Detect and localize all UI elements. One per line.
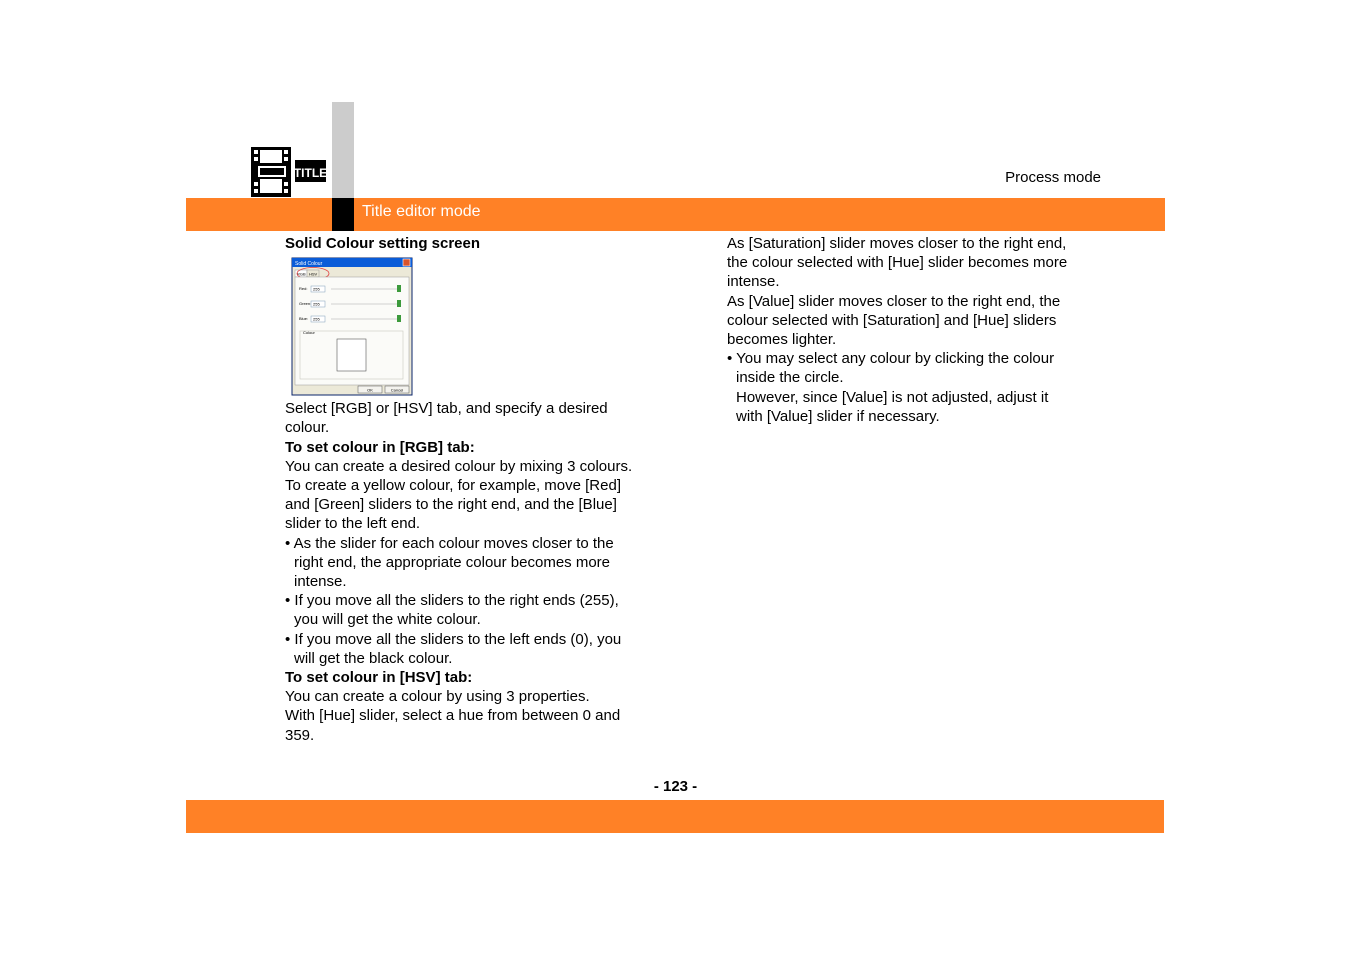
blue-label: Blue: (299, 316, 309, 322)
green-value: 255 (313, 301, 320, 307)
right-bullet-line-4: with [Value] slider if necessary. (736, 407, 940, 425)
left-column (285, 234, 665, 745)
intro-line-2: colour. (285, 419, 330, 437)
logo-title-text: TITLE (293, 166, 328, 180)
right-line-1: As [Saturation] slider moves closer to the right end, (727, 235, 1067, 252)
right-bullet-line-1: • You may select any colour by clicking the colour (727, 350, 1055, 368)
tab-hsv: HSV (309, 271, 318, 277)
blue-value: 255 (313, 316, 320, 322)
right-line-3: intense. (727, 273, 780, 291)
screen-heading: Solid Colour setting screen (285, 235, 481, 252)
hsv-heading: To set colour in [HSV] tab: (285, 669, 473, 687)
solid-colour-screenshot (291, 257, 413, 397)
header-black-tab (332, 198, 354, 231)
right-line-2: the colour selected with [Hue] slider becomes more (727, 254, 1068, 272)
tab-rgb: RGB (297, 271, 306, 277)
dialog-title: Solid Colour (295, 261, 323, 268)
rgb-line-4: slider to the left end. (285, 515, 421, 533)
right-bullet-line-3: However, since [Value] is not adjusted, adjust it (736, 388, 1049, 406)
bullet-3-line-1: • If you move all the sliders to the left ends (0), you (285, 630, 622, 648)
hsv-line-2: With [Hue] slider, select a hue from between 0 and (285, 707, 621, 725)
red-value: 255 (313, 286, 320, 292)
bullet-1-line-1: • As the slider for each colour moves closer to the (285, 534, 614, 552)
bullet-2-line-1: • If you move all the sliders to the right ends (255), (285, 592, 619, 610)
colour-preview (337, 339, 366, 371)
ok-button: OK (367, 387, 373, 393)
page-number: - 123 - (653, 778, 698, 795)
right-line-6: becomes lighter. (727, 331, 837, 349)
bullet-2-line-2: you will get the white colour. (294, 611, 481, 629)
rgb-heading: To set colour in [RGB] tab: (285, 438, 475, 456)
right-bullet-line-2: inside the circle. (736, 369, 844, 387)
hsv-line-3: 359. (285, 726, 315, 744)
cancel-button: Cancel (390, 387, 404, 393)
green-label: Green: (299, 301, 312, 307)
hsv-line-1: You can create a colour by using 3 properties. (285, 688, 590, 706)
rgb-line-2: To create a yellow colour, for example, move [Red] (285, 477, 621, 495)
intro-line-1: Select [RGB] or [HSV] tab, and specify a desired (285, 400, 608, 418)
rgb-line-3: and [Green] sliders to the right end, and the [Blue] (285, 496, 617, 514)
bullet-3-line-2: will get the black colour. (294, 649, 453, 667)
bullet-1-line-2: right end, the appropriate colour becomes more (294, 553, 611, 571)
right-line-4: As [Value] slider moves closer to the right end, the (727, 292, 1061, 310)
close-icon (403, 259, 410, 266)
red-label: Red: (299, 286, 308, 292)
rgb-line-1: You can create a desired colour by mixing 3 colours. (285, 457, 633, 475)
process-mode-label: Process mode (1005, 169, 1101, 186)
header-gray-bar (332, 102, 354, 198)
colour-group-label: Colour (303, 330, 315, 336)
right-column (727, 234, 1107, 426)
film-title-icon (250, 146, 330, 198)
footer-band (186, 800, 1164, 833)
section-title: Title editor mode (362, 203, 481, 220)
bullet-1-line-3: intense. (294, 573, 347, 591)
right-line-5: colour selected with [Saturation] and [Hue] sliders (727, 311, 1057, 329)
